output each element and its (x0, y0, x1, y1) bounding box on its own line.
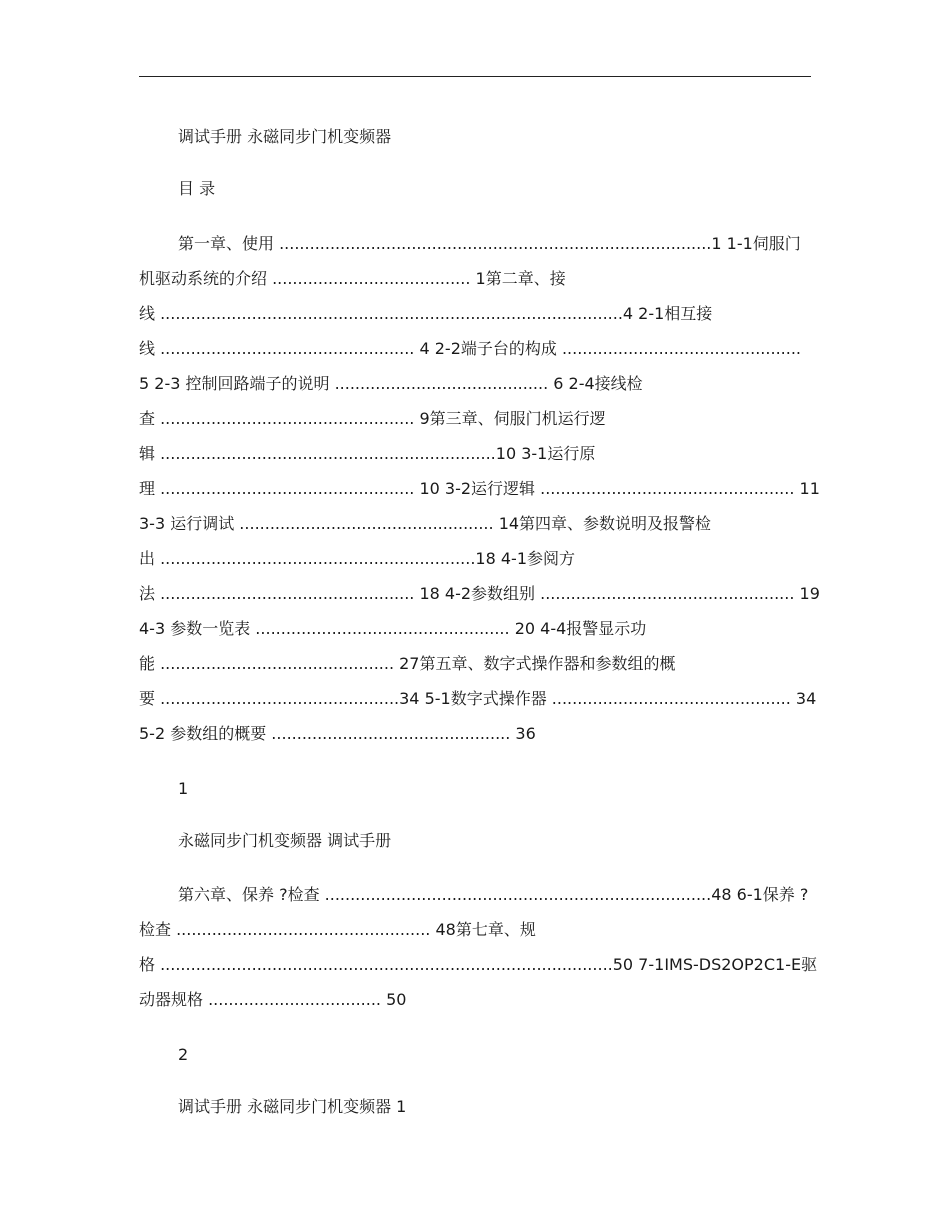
toc-line: 5-2 参数组的概要 ............................................... 36 (139, 724, 536, 743)
toc-line: 格 .........................................................................................50 7-1IMS-DS2OP2C1-E驱 (139, 955, 818, 974)
header-title: 调试手册 永磁同步门机变频器 (178, 127, 392, 146)
toc-line: 机驱动系统的介绍 ....................................... 1第二章、接 (139, 269, 566, 288)
toc-line: 辑 ..................................................................10 3-1运行原 (139, 444, 596, 463)
toc-line: 第六章、保养 ?检查 ............................................................................48 6-1保养 ? (178, 885, 809, 904)
toc-line: 动器规格 .................................. 50 (139, 990, 407, 1009)
toc-line: 要 ...............................................34 5-1数字式操作器 ............................................... 34 (139, 689, 817, 708)
toc-line: 4-3 参数一览表 .................................................. 20 4-4报警显示功 (139, 619, 647, 638)
toc-line: 查 .................................................. 9第三章、伺服门机运行逻 (139, 409, 606, 428)
toc-line: 3-3 运行调试 .................................................. 14第四章、参数说明及报警检 (139, 514, 712, 533)
toc-line: 5 2-3 控制回路端子的说明 .......................................... 6 2-4接线检 (139, 374, 643, 393)
toc-line: 理 .................................................. 10 3-2运行逻辑 .................................................. 11 (139, 479, 820, 498)
toc-title: 目 录 (178, 179, 216, 198)
toc-line: 出 ..............................................................18 4-1参阅方 (139, 549, 575, 568)
toc-line: 线 ...........................................................................................4 2-1相互接 (139, 304, 713, 323)
toc-line: 检查 .................................................. 48第七章、规 (139, 920, 536, 939)
top-rule (139, 76, 811, 77)
header-title: 调试手册 永磁同步门机变频器 1 (178, 1097, 407, 1116)
page-number: 2 (178, 1045, 189, 1064)
toc-line: 线 .................................................. 4 2-2端子台的构成 ............................................... (139, 339, 801, 358)
toc-line: 能 .............................................. 27第五章、数字式操作器和参数组的概 (139, 654, 676, 673)
header-title: 永磁同步门机变频器 调试手册 (178, 831, 392, 850)
toc-line: 法 .................................................. 18 4-2参数组别 .................................................. 19 (139, 584, 820, 603)
page-number: 1 (178, 779, 189, 798)
toc-line: 第一章、使用 .....................................................................................1 1-1伺服门 (178, 234, 801, 253)
